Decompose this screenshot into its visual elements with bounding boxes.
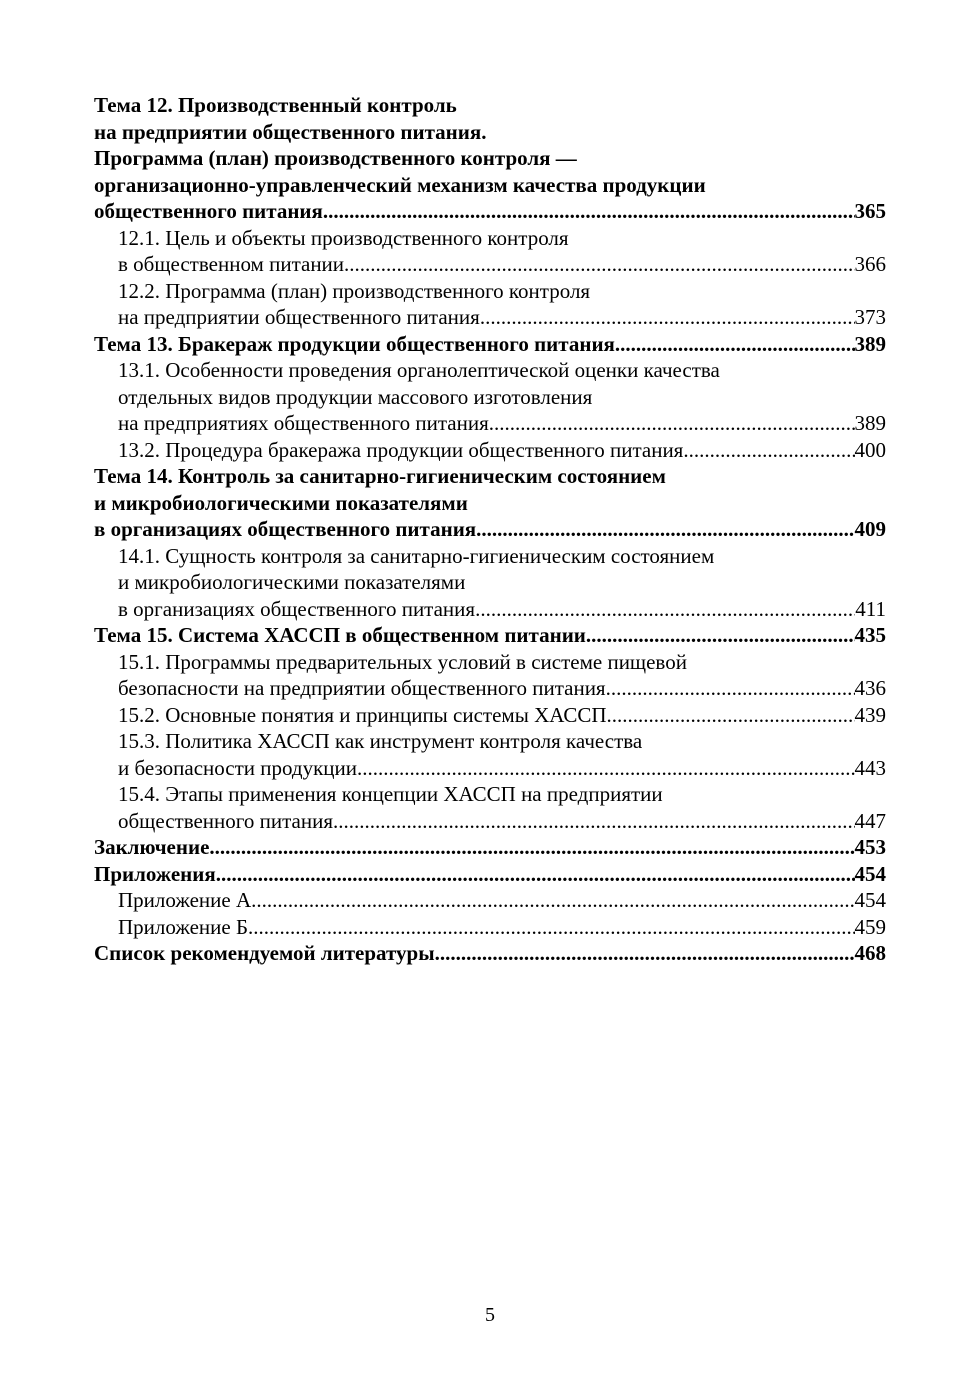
toc-entry (94, 649, 886, 676)
toc-entry-title: 14.1. Сущность контроля за санитарно-гигиеническим состоянием (118, 543, 715, 568)
toc-entry-title: общественного питания (94, 199, 323, 223)
toc-entry (94, 437, 886, 464)
toc-entry-title: Приложение Б (118, 914, 249, 939)
toc-entry (94, 119, 886, 146)
toc-entry-page: 389 (854, 331, 886, 356)
toc-entry-title: 13.2. Процедура бракеража продукции общественного питания (118, 437, 684, 462)
toc-entry-page: 411 (855, 596, 886, 621)
toc-entry (94, 331, 886, 358)
toc-entry (94, 861, 886, 888)
toc-entry (94, 410, 886, 437)
toc-entry-title: в организациях общественного питания (118, 596, 476, 621)
toc-leader-dots (606, 675, 855, 702)
toc-entry (94, 675, 886, 702)
toc-entry-title: Программа (план) производственного контроля — (94, 146, 577, 170)
toc-entry-page: 373 (854, 305, 886, 329)
toc-entry-title: 15.2. Основные понятия и принципы системы ХАССП (118, 702, 607, 727)
toc-entry-title: Тема 13. Бракераж продукции общественного питания (94, 331, 615, 356)
toc-entry-page: 454 (854, 888, 886, 912)
toc-leader-dots (476, 516, 854, 543)
toc-entry-title: 15.3. Политика ХАССП как инструмент контроля качества (118, 729, 643, 753)
toc-entry-title: и микробиологическими показателями (118, 570, 466, 594)
toc-entry (94, 543, 886, 570)
toc-entry (94, 596, 886, 623)
toc-entry (94, 225, 886, 252)
toc-entry-page: 439 (854, 702, 886, 727)
toc-entry-title: организационно-управленческий механизм качества продукции (94, 172, 706, 197)
toc-entry-title: 13.1. Особенности проведения органолептической оценки качества (118, 358, 720, 382)
toc-entry-page: 459 (854, 914, 886, 939)
toc-entry (94, 251, 886, 278)
toc-entry-title: Тема 15. Система ХАССП в общественном питании (94, 623, 586, 647)
toc-entry-page: 409 (854, 517, 886, 541)
toc-leader-dots (435, 940, 855, 967)
toc-entry-title: безопасности на предприятии общественного питания (118, 676, 606, 700)
page-number: 5 (485, 1304, 495, 1326)
toc-entry-title: и безопасности продукции (118, 755, 358, 780)
toc-entry-page: 443 (854, 755, 886, 780)
toc-entry (94, 622, 886, 649)
toc-entry (94, 808, 886, 835)
toc-entry-title: 12.2. Программа (план) производственного контроля (118, 278, 591, 303)
toc-leader-dots (683, 437, 854, 464)
toc-entry (94, 278, 886, 305)
toc-entry-title: Список рекомендуемой литературы (94, 941, 435, 965)
toc-entry-page: 366 (854, 252, 886, 276)
toc-entry-title: Тема 14. Контроль за санитарно-гигиеническим состоянием (94, 464, 666, 488)
toc-entry-title: на предприятии общественного питания (118, 305, 480, 329)
toc-entry (94, 755, 886, 782)
toc-entry-title: 15.1. Программы предварительных условий в системе пищевой (118, 649, 687, 674)
toc-entry-title: на предприятии общественного питания. (94, 119, 487, 144)
toc-entry-title: и микробиологическими показателями (94, 490, 468, 515)
toc-entry (94, 463, 886, 490)
toc-entry (94, 887, 886, 914)
toc-entry (94, 490, 886, 517)
toc-entry (94, 304, 886, 331)
toc-entry-title: 12.1. Цель и объекты производственного контроля (118, 225, 569, 250)
toc-leader-dots (216, 861, 855, 888)
toc-entry-page: 365 (854, 199, 886, 223)
toc-entry-title: Приложения (94, 861, 216, 886)
toc-entry (94, 834, 886, 861)
toc-entry-page: 435 (854, 623, 886, 647)
toc-entry-page: 454 (854, 861, 886, 886)
toc-leader-dots (323, 198, 855, 225)
toc-entry (94, 384, 886, 411)
toc-entry (94, 516, 886, 543)
toc-entry-page: 389 (854, 411, 886, 435)
toc-leader-dots (248, 914, 854, 941)
toc-entry-title: в организациях общественного питания (94, 517, 477, 541)
toc-entry-title: Тема 12. Производственный контроль (94, 93, 457, 117)
toc-leader-dots (475, 596, 855, 623)
toc-entry (94, 781, 886, 808)
toc-entry-title: 15.4. Этапы применения концепции ХАССП на предприятии (118, 782, 663, 806)
toc-entry-page: 436 (854, 676, 886, 700)
toc-entry-title: Заключение (94, 835, 210, 859)
toc-leader-dots (344, 251, 854, 278)
toc-entry-title: отдельных видов продукции массового изготовления (118, 384, 593, 409)
toc-leader-dots (607, 702, 855, 729)
toc-entry-page: 453 (854, 835, 886, 859)
toc-leader-dots (489, 410, 855, 437)
toc-entry (94, 569, 886, 596)
toc-leader-dots (209, 834, 854, 861)
toc-leader-dots (251, 887, 854, 914)
toc-entry (94, 145, 886, 172)
toc-entry-title: на предприятиях общественного питания (118, 411, 489, 435)
toc-entry-title: общественного питания (118, 808, 333, 833)
toc-leader-dots (480, 304, 855, 331)
toc-entry (94, 702, 886, 729)
toc-entry-title: Приложение А (118, 888, 252, 912)
toc-leader-dots (333, 808, 855, 835)
toc-entry-page: 468 (854, 941, 886, 965)
toc-leader-dots (586, 622, 855, 649)
toc-entry (94, 92, 886, 119)
toc-entry-page: 400 (854, 437, 886, 462)
toc-entry-page: 447 (854, 808, 886, 833)
toc-entry (94, 914, 886, 941)
toc-entry (94, 357, 886, 384)
toc-leader-dots (615, 331, 855, 358)
toc-leader-dots (357, 755, 854, 782)
table-of-contents (94, 92, 886, 967)
toc-entry (94, 728, 886, 755)
toc-entry (94, 198, 886, 225)
toc-entry-title: в общественном питании (118, 252, 345, 276)
toc-entry (94, 172, 886, 199)
toc-entry (94, 940, 886, 967)
